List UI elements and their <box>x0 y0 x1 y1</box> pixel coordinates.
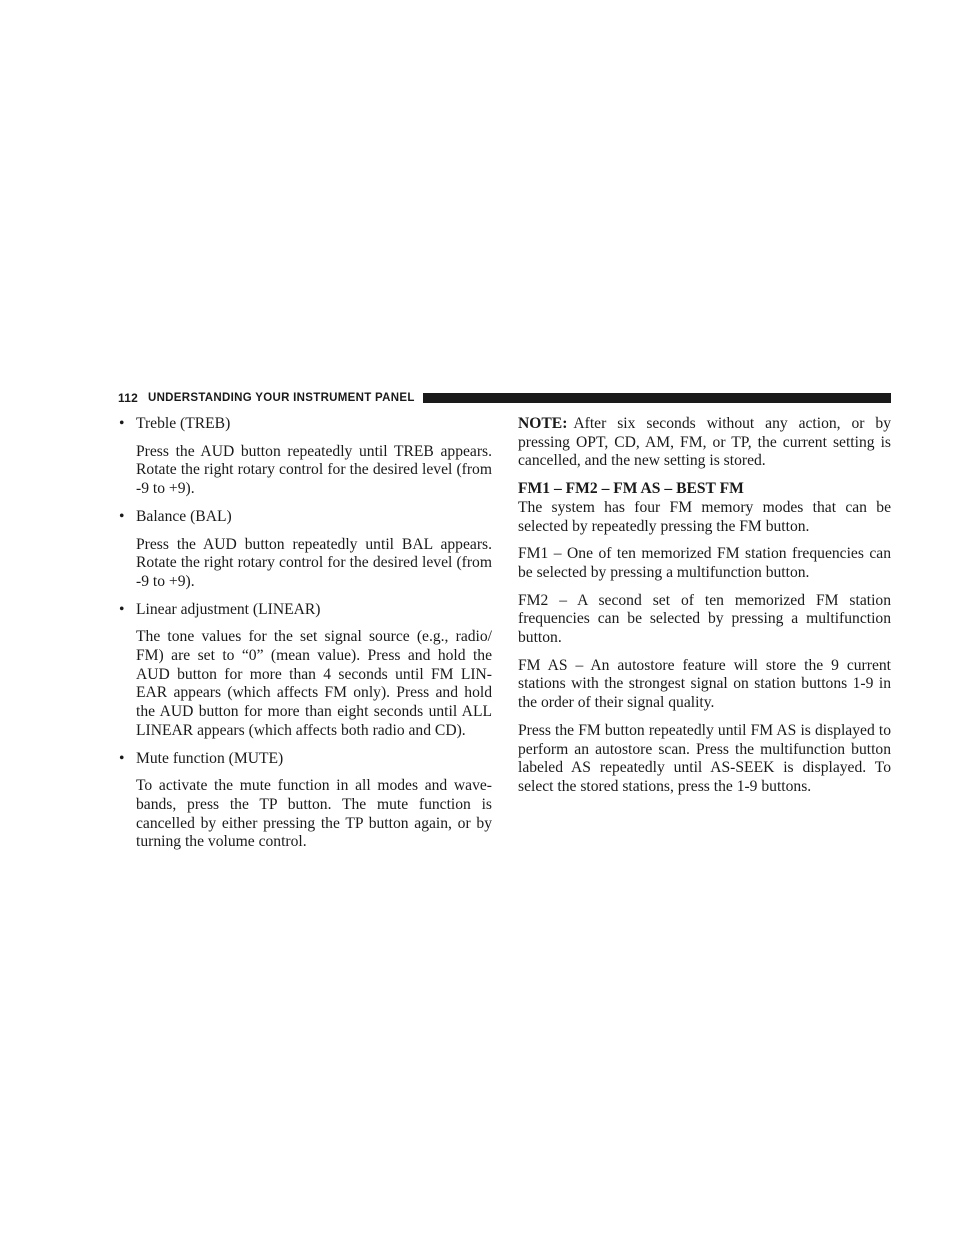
note-label: NOTE: <box>518 415 568 432</box>
autostore-paragraph: Press the FM button repeatedly until FM AS is displayed to perform an autostore scan. Press the multifunction button labeled AS repeatedly until AS-SEEK is displayed. To select the stored stations, press the 1-9 buttons. <box>518 721 891 795</box>
bullet-icon: • <box>119 415 125 432</box>
bullet-icon: • <box>119 749 125 767</box>
bullet-label-balance: Balance (BAL) <box>136 507 232 525</box>
bullet-item-balance <box>118 508 492 527</box>
bullet-label-linear: Linear adjustment (LINEAR) <box>136 600 321 618</box>
fm2-paragraph: FM2 – A second set of ten memorized FM station frequencies can be selected by pressing a multifunction button. <box>518 591 891 647</box>
fm-as-paragraph: FM AS – An autostore feature will store the 9 current stations with the strongest signal on station buttons 1-9 in the order of their signal quality. <box>518 656 891 712</box>
right-column <box>518 415 891 806</box>
left-column <box>118 415 492 861</box>
note-paragraph <box>518 415 891 471</box>
fm-modes-heading: FM1 – FM2 – FM AS – BEST FM <box>518 480 744 498</box>
fm1-paragraph: FM1 – One of ten memorized FM station frequencies can be selected by pressing a multifunction button. <box>518 545 891 581</box>
bullet-icon: • <box>119 507 125 525</box>
bullet-item-linear <box>118 601 492 620</box>
header-rule-bar <box>423 393 891 403</box>
page-header <box>118 390 891 406</box>
linear-description: The tone values for the set signal source (e.g., radio/ FM) are set to “0” (mean value). Press and hold the AUD button for more than 4 seconds until FM LIN- EAR appears (which affects FM only). Press and hold the AUD button for more than eight seconds until ALL LINEAR appears (which affects both radio and CD). <box>136 628 492 739</box>
bullet-icon: • <box>119 600 125 618</box>
page-number: 112 <box>118 391 138 405</box>
fm-modes-intro: The system has four FM memory modes that can be selected by repeatedly pressing the FM button. <box>518 498 891 535</box>
treble-description: Press the AUD button repeatedly until TREB appears. Rotate the right rotary control for the desired level (from -9 to +9). <box>136 442 492 498</box>
bullet-label-mute: Mute function (MUTE) <box>136 749 284 767</box>
note-text: After six seconds without any action, or by pressing OPT, CD, AM, FM, or TP, the current setting is cancelled, and the new setting is stored. <box>518 415 891 470</box>
balance-description: Press the AUD button repeatedly until BAL appears. Rotate the right rotary control for the desired level (from -9 to +9). <box>136 535 492 590</box>
bullet-item-mute <box>118 750 492 769</box>
bullet-label-treble: Treble (TREB) <box>136 415 231 432</box>
section-title: UNDERSTANDING YOUR INSTRUMENT PANEL <box>147 392 415 404</box>
bullet-item-treble <box>118 415 492 434</box>
mute-description: To activate the mute function in all modes and wave- bands, press the TP button. The mute function is cancelled by either pressing the TP button again, or by turning the volume control. <box>136 777 492 851</box>
